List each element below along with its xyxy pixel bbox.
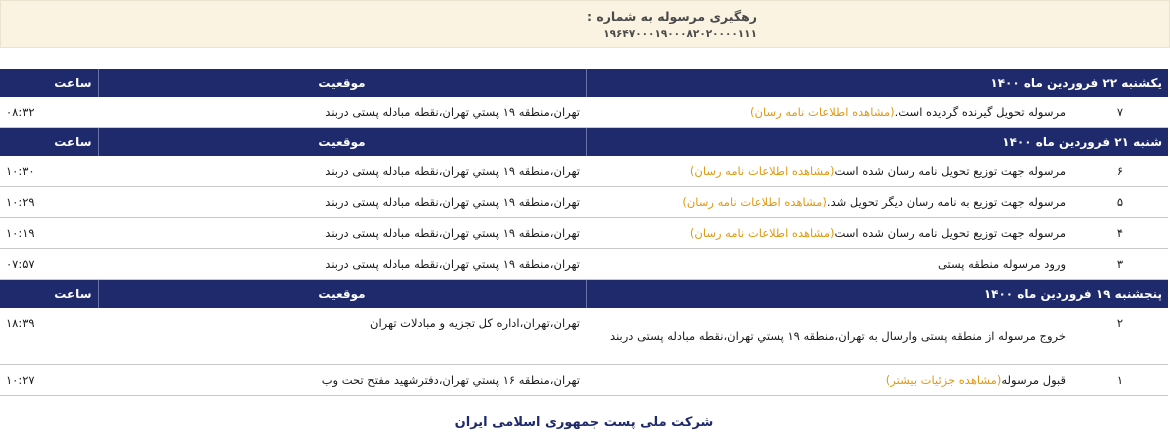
event-row	[0, 249, 1168, 280]
event-status-text: قبول مرسوله	[1001, 373, 1066, 387]
event-location: تهران،منطقه ۱۹ پستي تهران،نقطه مبادله پستی دربند	[98, 187, 586, 218]
event-number: ۶	[1072, 156, 1168, 187]
location-column-header: موقعیت	[98, 69, 586, 97]
event-number: ۱	[1072, 365, 1168, 396]
event-status-text: مرسوله تحویل گیرنده گردیده است.	[894, 105, 1066, 119]
time-column-header: ساعت	[0, 280, 98, 309]
event-location: تهران،تهران،اداره کل تجزیه و مبادلات تهران	[98, 308, 586, 365]
event-time: ۰۷:۵۷	[0, 249, 98, 280]
time-column-header: ساعت	[0, 69, 98, 97]
view-more-details-link[interactable]: (مشاهده جزئیات بیشتر)	[885, 373, 1002, 387]
view-postman-info-link[interactable]: (مشاهده اطلاعات نامه رسان)	[689, 226, 835, 240]
tracking-number: ۱۹۶۴۷۰۰۰۱۹۰۰۰۸۲۰۲۰۰۰۰۱۱۱	[603, 28, 757, 40]
view-postman-info-link[interactable]: (مشاهده اطلاعات نامه رسان)	[689, 164, 835, 178]
tracking-title: رهگیری مرسوله به شماره :	[586, 9, 757, 24]
event-row	[0, 156, 1168, 187]
event-location: تهران،منطقه ۱۶ پستي تهران،دفترشهید مفتح تحت وب	[98, 365, 586, 396]
day-header-row	[0, 128, 1168, 157]
event-time: ۱۰:۱۹	[0, 218, 98, 249]
event-time: ۱۸:۳۹	[0, 308, 98, 365]
day-label: یکشنبه ۲۲ فروردین ماه ۱۴۰۰	[586, 69, 1168, 97]
view-postman-info-link[interactable]: (مشاهده اطلاعات نامه رسان)	[682, 195, 827, 209]
location-column-header: موقعیت	[98, 280, 586, 309]
tracking-table	[0, 69, 1168, 396]
event-description: خروج مرسوله از منطقه پستی وارسال به تهران،منطقه ۱۹ پستي تهران،نقطه مبادله پستی دربند	[586, 308, 1072, 365]
event-number: ۲	[1072, 308, 1168, 365]
event-location: تهران،منطقه ۱۹ پستي تهران،نقطه مبادله پستی دربند	[98, 97, 586, 128]
view-postman-info-link[interactable]: (مشاهده اطلاعات نامه رسان)	[750, 105, 895, 119]
event-status-text: مرسوله جهت توزیع به نامه رسان دیگر تحویل شد.	[826, 195, 1066, 209]
event-description	[586, 97, 1072, 128]
event-status-text: مرسوله جهت توزیع تحویل نامه رسان شده است	[834, 164, 1066, 178]
tracking-header	[0, 0, 1170, 48]
event-time: ۱۰:۲۷	[0, 365, 98, 396]
day-header-row	[0, 69, 1168, 97]
event-description: ورود مرسوله منطقه پستی	[586, 249, 1072, 280]
event-row	[0, 187, 1168, 218]
event-number: ۵	[1072, 187, 1168, 218]
event-number: ۴	[1072, 218, 1168, 249]
footer-company-name: شرکت ملی پست جمهوری اسلامی ایران	[454, 415, 714, 430]
event-location: تهران،منطقه ۱۹ پستي تهران،نقطه مبادله پستی دربند	[98, 249, 586, 280]
time-column-header: ساعت	[0, 128, 98, 157]
event-row	[0, 218, 1168, 249]
event-description	[586, 156, 1072, 187]
event-location: تهران،منطقه ۱۹ پستي تهران،نقطه مبادله پستی دربند	[98, 156, 586, 187]
event-row	[0, 308, 1168, 365]
event-time: ۰۸:۳۲	[0, 97, 98, 128]
event-number: ۷	[1072, 97, 1168, 128]
day-label: پنجشنبه ۱۹ فروردین ماه ۱۴۰۰	[586, 280, 1168, 309]
event-description	[586, 365, 1072, 396]
event-description	[586, 218, 1072, 249]
event-row	[0, 365, 1168, 396]
event-location: تهران،منطقه ۱۹ پستي تهران،نقطه مبادله پستی دربند	[98, 218, 586, 249]
day-header-row	[0, 280, 1168, 309]
location-column-header: موقعیت	[98, 128, 586, 157]
event-row	[0, 97, 1168, 128]
event-description	[586, 187, 1072, 218]
event-time: ۱۰:۳۰	[0, 156, 98, 187]
event-number: ۳	[1072, 249, 1168, 280]
day-label: شنبه ۲۱ فروردین ماه ۱۴۰۰	[586, 128, 1168, 157]
event-status-text: مرسوله جهت توزیع تحویل نامه رسان شده است	[834, 226, 1066, 240]
event-time: ۱۰:۲۹	[0, 187, 98, 218]
